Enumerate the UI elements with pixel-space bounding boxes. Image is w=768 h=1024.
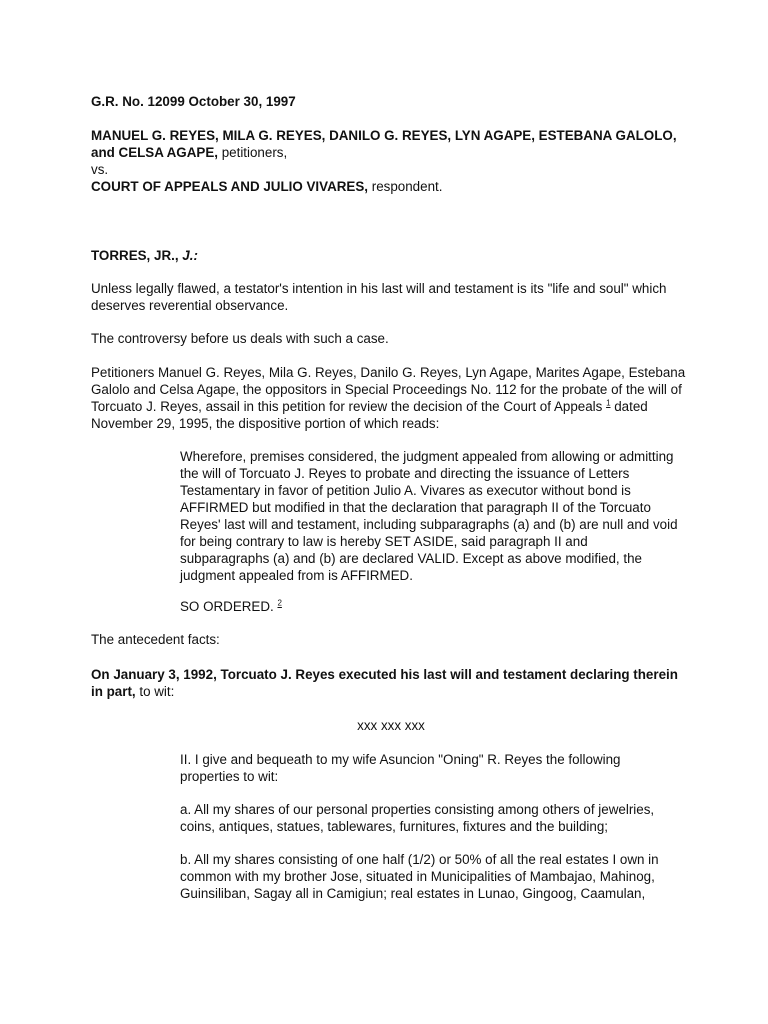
- footnote-2-link[interactable]: 2: [277, 598, 282, 608]
- ponente-name: TORRES, JR.,: [91, 248, 183, 263]
- case-parties: [91, 127, 691, 195]
- paragraph-3-text-b: dated November 29, 1995, the dispositive portion of which reads:: [91, 399, 648, 431]
- will-subparagraph-a: a. All my shares of our personal properties consisting among others of jewelries, coins, antiques, statues, tablewares, furnitures, fixtures and the building;: [180, 802, 655, 834]
- ponente-line: [91, 247, 691, 264]
- omission-separator: xxx xxx xxx: [357, 718, 425, 733]
- versus-label: vs.: [91, 162, 109, 177]
- paragraph-1: Unless legally flawed, a testator's intention in his last will and testament is its "life and soul" which deserves reverential observance.: [91, 281, 667, 313]
- quoted-so-ordered: [180, 598, 680, 615]
- paragraph-2: The controversy before us deals with such a case.: [91, 331, 389, 346]
- ponente-title: J.:: [182, 248, 198, 263]
- respondents-role: respondent.: [368, 179, 443, 194]
- case-citation: [91, 93, 691, 110]
- case-citation-text: G.R. No. 12099 October 30, 1997: [91, 94, 296, 109]
- petitioners-role: petitioners,: [217, 145, 288, 160]
- so-ordered-text: SO ORDERED.: [180, 599, 278, 614]
- paragraph-3-text-a: Petitioners Manuel G. Reyes, Mila G. Reyes, Danilo G. Reyes, Lyn Agape, Marites Agape, Estebana Galolo and Celsa Agape, the oppositors in Special Proceedings No. 112 for the probate of the will of Torcuato J. Reyes, assail in this petition for review the decision of the Court of Appeals: [91, 365, 686, 414]
- will-paragraph-ii: II. I give and bequeath to my wife Asuncion "Oning" R. Reyes the following properties to wit:: [180, 752, 621, 784]
- paragraph-5: [91, 666, 691, 700]
- petitioners-names: MANUEL G. REYES, MILA G. REYES, DANILO G. REYES, LYN AGAPE, ESTEBANA GALOLO, and CELSA AGAPE,: [91, 128, 677, 160]
- quoted-dispositive: Wherefore, premises considered, the judgment appealed from allowing or admitting the will of Torcuato J. Reyes to probate and directing the issuance of Letters Testamentary in favor of petition Julio A. Vivares as executor without bond is AFFIRMED but modified in that the declaration that paragraph II of the Torcuato Reyes' last will and testament, including subparagraphs (a) and (b) are null and void for being contrary to law is hereby SET ASIDE, said paragraph II and subparagraphs (a) and (b) are declared VALID. Except as above modified, the judgment appealed from is AFFIRMED.: [180, 449, 678, 583]
- respondents-names: COURT OF APPEALS AND JULIO VIVARES,: [91, 179, 369, 194]
- paragraph-5-bold: On January 3, 1992, Torcuato J. Reyes executed his last will and testament declaring therein in part,: [91, 667, 678, 699]
- will-subparagraph-b: b. All my shares consisting of one half (1/2) or 50% of all the real estates I own in common with my brother Jose, situated in Municipalities of Mambajao, Mahinog, Guinsiliban, Sagay all in Camigiun; real estates in Lunao, Gingoog, Caamulan,: [180, 852, 659, 901]
- paragraph-5-rest: to wit:: [135, 684, 175, 699]
- paragraph-3: [91, 364, 691, 432]
- footnote-1-link[interactable]: 1: [606, 398, 611, 408]
- paragraph-4: The antecedent facts:: [91, 632, 220, 647]
